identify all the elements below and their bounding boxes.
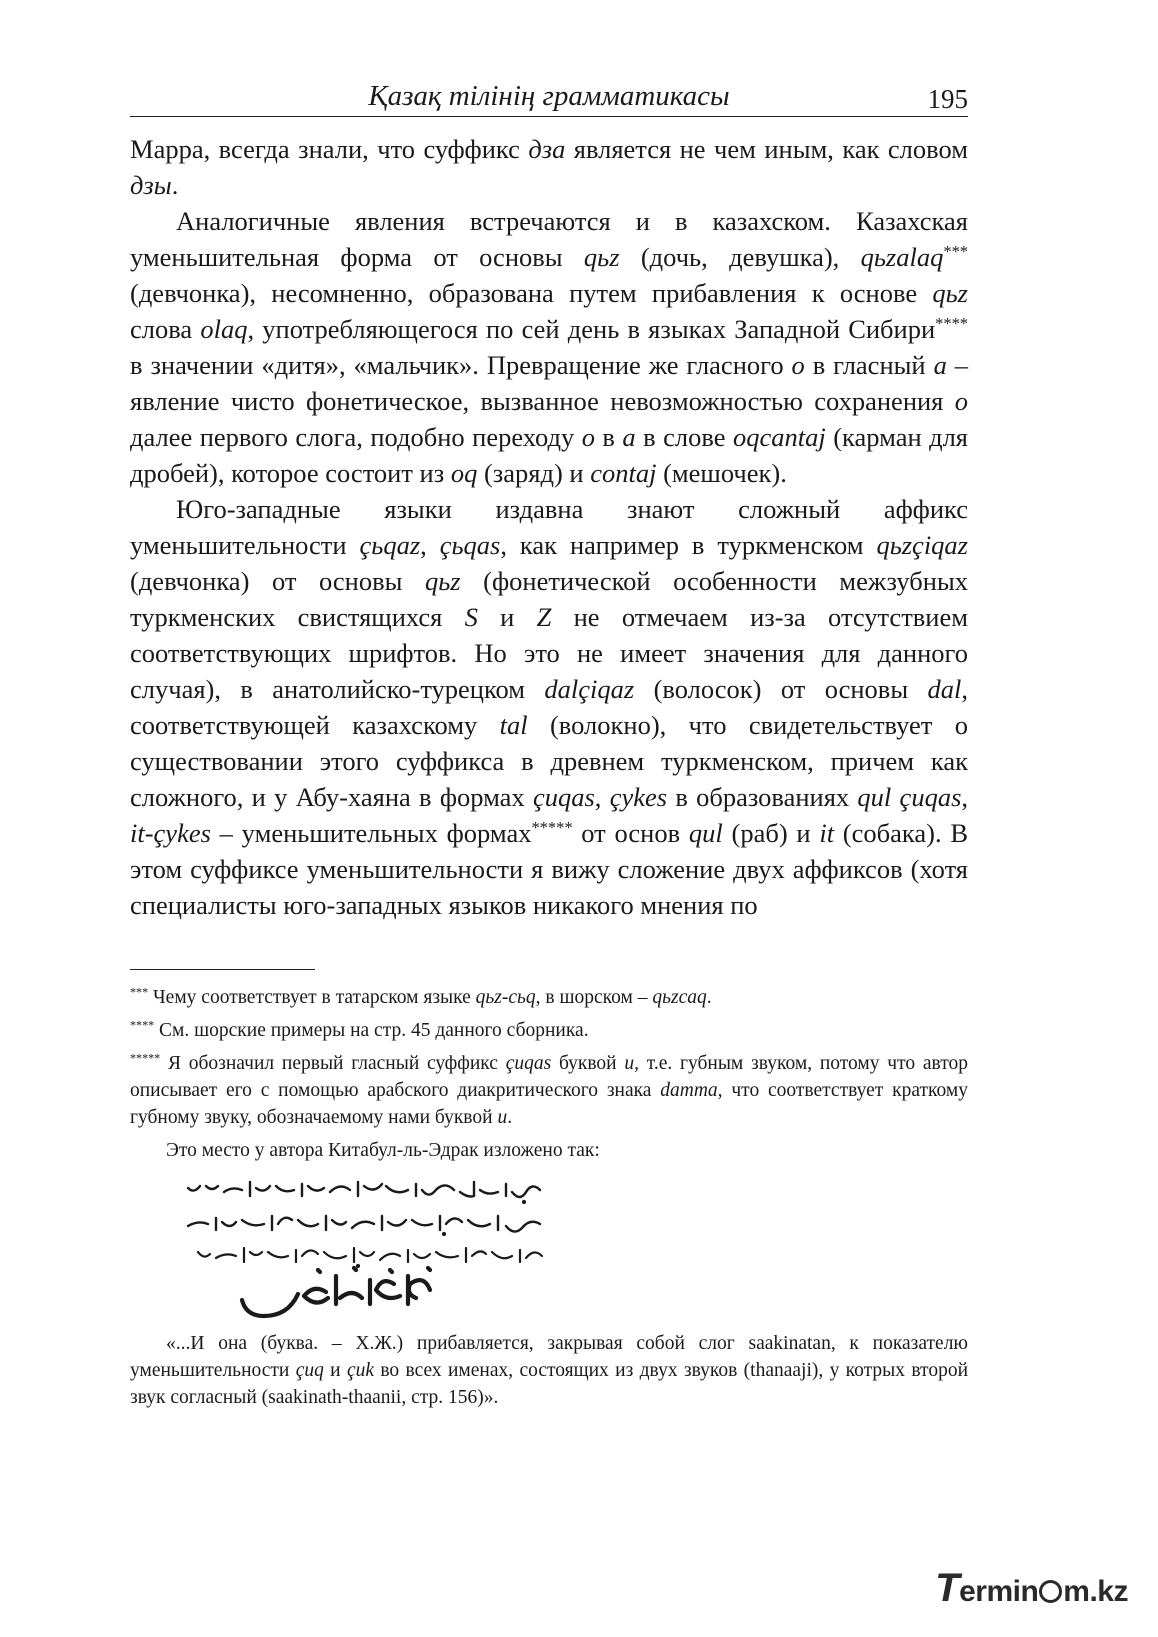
text-run: , как например в туркменском (500, 530, 877, 560)
text-run: , в шорском – (535, 987, 653, 1008)
italic-term: qьzalaq (860, 242, 944, 272)
italic-term: qьz-сьq (475, 987, 536, 1008)
text-run: Марра, всегда знали, что суффикс (130, 134, 529, 164)
italic-term: çuqas (505, 1053, 552, 1074)
italic-term: çьqaz (359, 530, 421, 560)
text-run: далее первого слога, подобно переходу (130, 422, 582, 452)
paragraph-3 (130, 491, 968, 923)
paragraph-2 (130, 203, 968, 491)
text-run: т.е. губным звуком, потому что автор описывает его с помощью арабского диакритического знака (130, 1053, 968, 1101)
italic-term: qьzçiqaz (876, 530, 968, 560)
page-content (130, 72, 968, 1417)
text-run: «...И она (буква. – Х.Ж.) прибавляется, закрывая собой слог saakinatan, к показателю уменьшительности (130, 1333, 968, 1381)
text-run: и (477, 602, 537, 632)
italic-term: çuqas (532, 782, 595, 812)
text-run: – явление чисто фонетическое, вызванное невозможностью сохранения (130, 350, 969, 416)
text-run: Это место у автора Китабул-ль-Эдрак изложено так: (166, 1140, 600, 1161)
italic-term: oq (450, 458, 478, 488)
italic-term: о (581, 422, 595, 452)
italic-term: damma, (660, 1080, 723, 1101)
text-run: что соответствует краткому губному звуку, обозначаемому нами буквой (130, 1080, 968, 1128)
text-run: от основ (572, 818, 689, 848)
italic-term: Z (536, 602, 552, 632)
footnote-3 (130, 1050, 968, 1131)
text-run: , употребляющегося по сей день в языках Западной Сибири (247, 314, 936, 344)
italic-term: qul çuqas (857, 782, 962, 812)
text-run: в образованиях (667, 782, 858, 812)
text-run: в гласный (804, 350, 934, 380)
footnote-intro (130, 1137, 968, 1164)
text-run: во всех именах, состоящих из двух звуков (thanaaji), у котрых второй звук согласный (saakinath-thaanii, стр. 156)». (130, 1360, 969, 1408)
footnote-marker: *** (130, 985, 149, 1000)
italic-term: olaq (200, 314, 248, 344)
italic-term: qьzcaq (652, 987, 707, 1008)
text-run: (собака). В этом суффиксе уменьшительности я вижу сложение двух аффиксов (хотя специалисты юго-западных языков никакого мнения по (130, 818, 968, 920)
italic-term: о (954, 386, 968, 416)
text-run: (волокно), что свидетельствует о существовании этого суффикса в древнем туркменском, причем как сложного, и у Абу-хаяна в формах (130, 710, 968, 812)
running-header (130, 72, 968, 117)
text-run: (карман для дробей), которое состоит из (130, 422, 969, 488)
italic-term: u (497, 1107, 508, 1128)
text-run: и (323, 1360, 347, 1381)
footnote-marker: **** (935, 313, 968, 333)
text-run: , (594, 782, 610, 812)
text-run: Аналогичные явления встречаются и в казахском. Казахская уменьшительная форма от основы (130, 206, 968, 272)
text-run: (девчонка) от основы (130, 566, 425, 596)
text-run: слова (130, 314, 201, 344)
text-run: в (594, 422, 623, 452)
text-run: . (507, 1107, 513, 1128)
text-run: Я обозначил первый гласный суффикс (160, 1053, 506, 1074)
text-run: в значении «дитя», «мальчик». Превращение же гласного (130, 350, 792, 380)
footnote-marker: **** (130, 1018, 155, 1033)
running-title: Қазақ тілінің грамматикасы (368, 80, 730, 112)
text-run: является не чем иным, как словом (565, 134, 968, 164)
italic-term: çykes (609, 782, 668, 812)
text-run: (волосок) от основы (634, 674, 928, 704)
page-number: 195 (927, 84, 968, 114)
text-run: Чему соответствует в татарском языке (148, 987, 476, 1008)
text-run: Юго-западные языки издавна знают сложный аффикс уменьшительности (130, 494, 968, 560)
text-run: в слове (635, 422, 733, 452)
text-run: См. шорские примеры на стр. 45 данного сборника. (154, 1020, 589, 1041)
italic-term: dal (927, 674, 962, 704)
text-run: (раб) и (722, 818, 820, 848)
italic-term: а (933, 350, 947, 380)
text-run: не отмечаем из-за отсутствием соответствующих шрифтов. Но это не имеет значения для данного случая), в анатолийско-турецком (130, 602, 968, 704)
text-run: . (171, 170, 179, 200)
footnote-marker: *** (943, 241, 969, 261)
footnotes (130, 984, 968, 1411)
footnote-marker: ***** (531, 817, 573, 837)
italic-term: contaj (590, 458, 657, 488)
italic-term: it (819, 818, 835, 848)
text-run: (мешочек). (656, 458, 787, 488)
italic-term: çuq (295, 1360, 324, 1381)
arabic-manuscript-image (168, 1172, 558, 1330)
italic-term: qьz (424, 566, 461, 596)
italic-term: qьz (932, 278, 968, 308)
italic-term: it-çykes (130, 818, 211, 848)
text-run: (дочь, девушка), (619, 242, 861, 272)
italic-term: çьqas (439, 530, 501, 560)
footnote-1 (130, 984, 968, 1011)
footnote-quote (130, 1330, 968, 1411)
italic-term: S (464, 602, 478, 632)
italic-term: а (622, 422, 636, 452)
paragraph-1 (130, 131, 968, 203)
italic-term: о (791, 350, 805, 380)
text-run: буквой (551, 1053, 625, 1074)
italic-term: çuk (346, 1360, 375, 1381)
text-run: – уменьшительных формах (210, 818, 532, 848)
text-run: , (961, 782, 969, 812)
italic-term: dalçiqaz (544, 674, 635, 704)
footnote-marker: ***** (130, 1051, 161, 1066)
italic-term: oqcantaj (732, 422, 826, 452)
text-run: , (420, 530, 440, 560)
termincom-watermark: Termin m.kz (935, 1566, 1128, 1610)
footnote-separator (130, 969, 315, 970)
italic-term: qьz (583, 242, 620, 272)
text-run: (девчонка), несомненно, образована путем прибавления к основе (130, 278, 933, 308)
watermark-circle-icon (1039, 1580, 1062, 1603)
italic-term: u, (624, 1053, 639, 1074)
text-run: , соответствующей казахскому (130, 674, 968, 740)
body-text (130, 131, 968, 923)
italic-term: tal (499, 710, 528, 740)
italic-term: qul (688, 818, 723, 848)
footnote-2 (130, 1017, 968, 1044)
italic-term: дза (528, 134, 566, 164)
text-run: (фонетической особенности межзубных туркменских свистящихся (130, 566, 969, 632)
text-run: (заряд) и (477, 458, 591, 488)
text-run: . (706, 987, 712, 1008)
italic-term: дзы (130, 170, 172, 200)
